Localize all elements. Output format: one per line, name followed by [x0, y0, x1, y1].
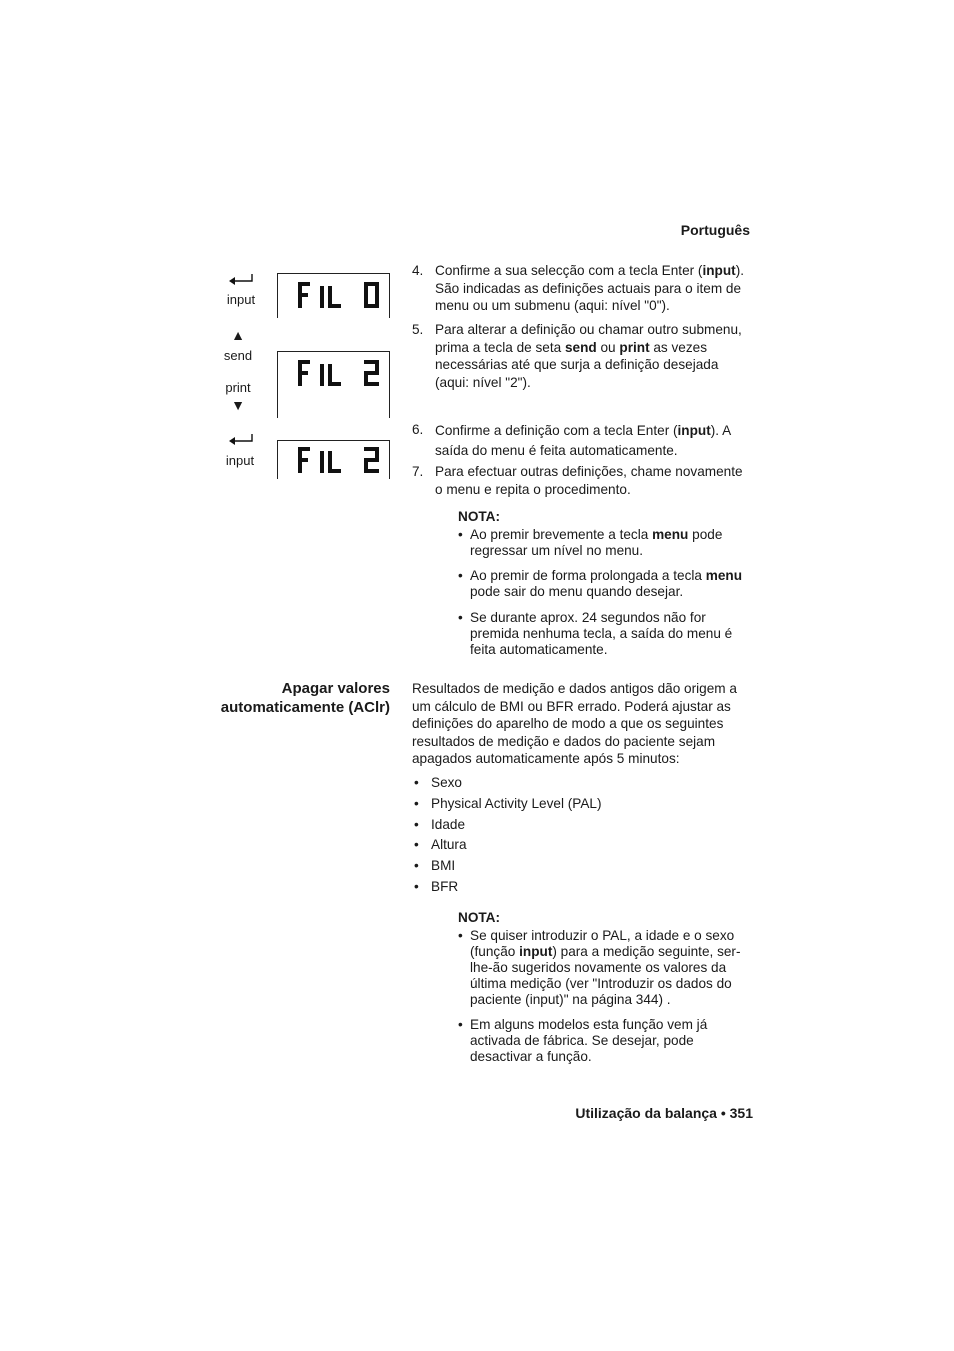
page-language-header: Português — [680, 222, 750, 238]
list-item: • Altura — [414, 837, 467, 853]
nota-box-1 — [458, 508, 754, 658]
enter-icon — [226, 432, 256, 448]
list-item: • BFR — [414, 878, 459, 894]
step-number: 7. — [412, 464, 424, 479]
key-label-print: print — [225, 380, 251, 395]
lcd-segment-graphic — [278, 352, 389, 396]
key-label-send: send — [223, 348, 253, 363]
nota-bullet: • Ao premir brevemente a tecla menu pode regressar um nível no menu. — [458, 526, 723, 558]
lcd-display-1 — [277, 273, 390, 318]
step-7 — [412, 463, 752, 498]
lcd-display-2 — [277, 351, 390, 418]
up-triangle-icon: ▲ — [231, 327, 245, 343]
section-heading: Apagar valores automaticamente (AClr) — [220, 680, 390, 716]
nota-bullet: • Se quiser introduzir o PAL, a idade e o sexo (função input) para a medição seguinte, ser-lhe-ão sugeridos novamente os valores da última medição (ver "Introduzir os dados do paciente (input)" na página 344) . — [458, 927, 741, 1007]
nota-bullet: • Ao premir de forma prolongada a tecla menu pode sair do menu quando desejar. — [458, 567, 743, 599]
step-text: Confirme a sua selecção com a tecla Enter (input). São indicadas as definições actuais para o item de menu ou um submenu (aqui: nível "0"). — [435, 263, 744, 313]
step-text: Para alterar a definição ou chamar outro submenu, prima a tecla de seta send ou print as vezes necessárias até que surja a definição desejada (aqui: nível "2"). — [435, 322, 742, 390]
step-text: Confirme a definição com a tecla Enter (input). A saída do menu é feita automaticamente. — [435, 423, 731, 458]
step-text: Para efectuar outras definições, chame novamente o menu e repita o procedimento. — [435, 464, 743, 497]
list-item: • Sexo — [414, 775, 462, 790]
step-number: 4. — [412, 263, 424, 278]
list-item: • Idade — [414, 816, 466, 832]
list-item: • BMI — [414, 858, 456, 874]
nota-box-2 — [458, 909, 754, 1065]
key-label-input-2: input — [225, 453, 255, 468]
lcd-display-3 — [277, 440, 390, 479]
nota-title: NOTA: — [458, 509, 501, 524]
step-number: 5. — [412, 322, 424, 337]
step-4 — [412, 262, 752, 315]
lcd-segment-graphic — [278, 274, 389, 318]
page-footer: Utilização da balança • 351 — [575, 1105, 753, 1121]
down-triangle-icon: ▼ — [231, 397, 245, 413]
deleted-values-list — [412, 774, 712, 899]
step-6 — [412, 421, 752, 461]
nota-bullet: • Em alguns modelos esta função vem já activada de fábrica. Se desejar, pode desactivar a função. — [458, 1016, 708, 1064]
nota-title: NOTA: — [458, 910, 501, 925]
enter-icon — [226, 272, 256, 288]
nota-bullet: • Se durante aprox. 24 segundos não for premida nenhuma tecla, a saída do menu é feita automaticamente. — [458, 609, 733, 657]
key-input-1 — [226, 272, 256, 293]
step-5 — [412, 321, 752, 391]
list-item: • Physical Activity Level (PAL) — [414, 795, 602, 811]
key-label-input-1: input — [226, 292, 256, 307]
key-input-2 — [226, 432, 256, 453]
lcd-segment-graphic — [278, 441, 389, 479]
section-paragraph: Resultados de medição e dados antigos dão origem a um cálculo de BMI ou BFR errado. Poderá ajustar as definições do aparelho de modo a que os seguintes resultados de medição e dados do paciente sejam apagados automaticamente após 5 minutos: — [412, 681, 737, 766]
step-number: 6. — [412, 422, 424, 437]
